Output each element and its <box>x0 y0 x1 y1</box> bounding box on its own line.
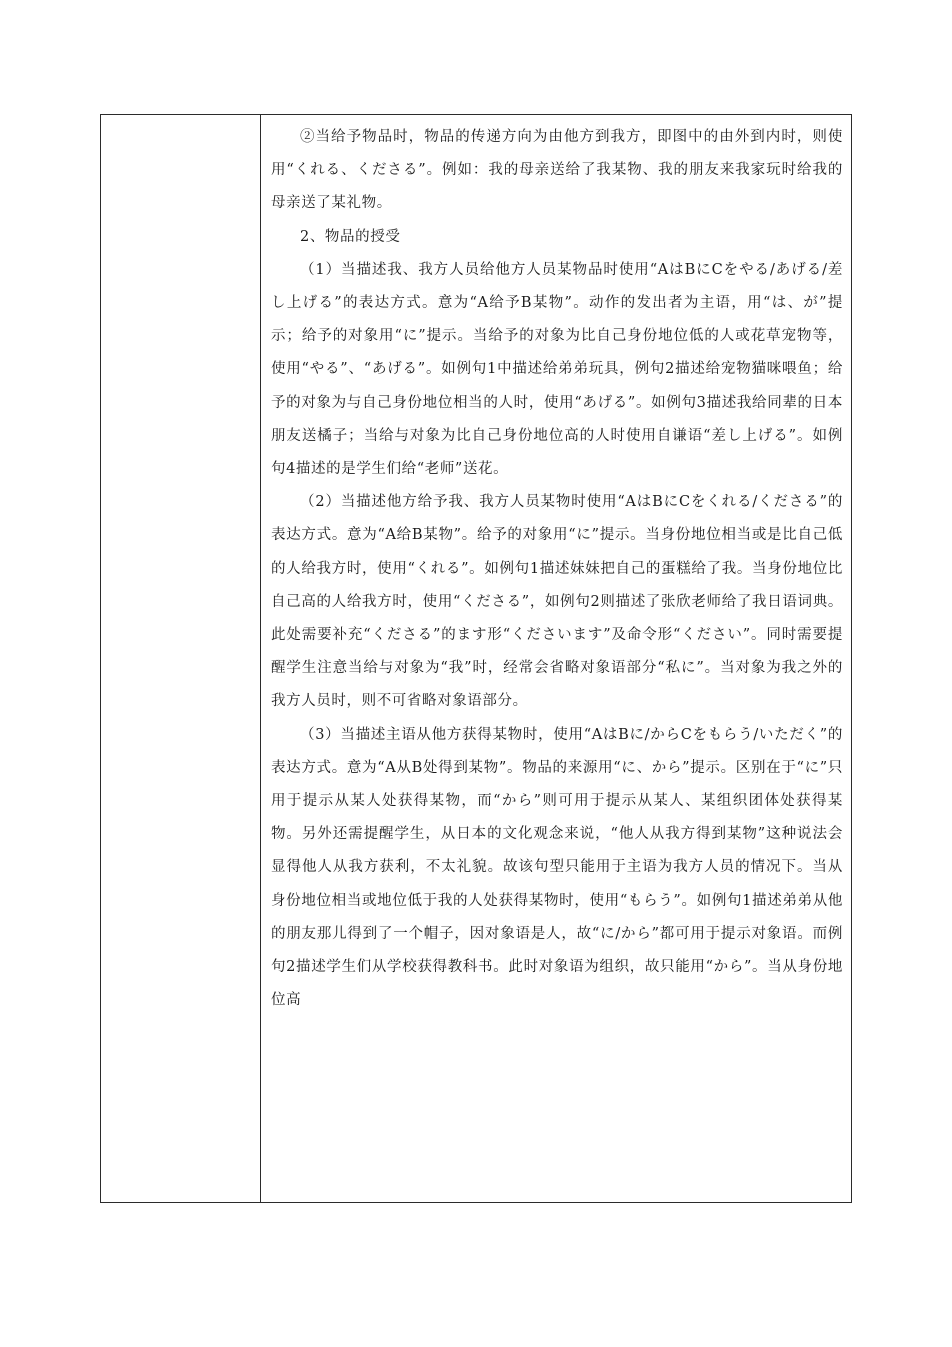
section-heading-item-giving: 2、物品的授受 <box>300 228 401 245</box>
lesson-table <box>100 114 852 1203</box>
paragraph-giving-direction: ②当给予物品时，物品的传递方向为由他方到我方，即图中的由外到内时，则使用“くれる、くださる”。例如：我的母亲送给了我某物、我的朋友来我家玩时给我的母亲送了某礼物。 <box>271 129 843 212</box>
paragraph-kureru-kudasaru: （2）当描述他方给予我、我方人员某物时使用“AはBにCをくれる/くださる”的表达方式。意为“A给B某物”。给予的对象用“に”提示。当身份地位相当或是比自己低的人给我方时，使用“くれる”。如例句1描述妹妹把自己的蛋糕给了我。当身份地位比自己高的人给我方时，使用“くださる”，如例句2则描述了张欣老师给了我日语词典。此处需要补充“くださる”的ます形“くださいます”及命令形“ください”。同时需要提醒学生注意当给与对象为“我”时，经常会省略对象语部分“私に”。当对象为我之外的我方人员时，则不可省略对象语部分。 <box>271 494 843 710</box>
paragraph-morau-itadaku: （3）当描述主语从他方获得某物时，使用“AはBに/からCをもらう/いただく”的表达方式。意为“A从B处得到某物”。物品的来源用“に、から”提示。区别在于“に”只用于提示从某人处获得某物，而“から”则可用于提示从某人、某组织团体处获得某物。另外还需提醒学生，从日本的文化观念来说，“他人从我方得到某物”这种说法会显得他人从我方获利，不太礼貌。故该句型只能用于主语为我方人员的情况下。当从身份地位相当或地位低于我的人处获得某物时，使用“もらう”。如例句1描述弟弟从他的朋友那儿得到了一个帽子，因对象语是人，故“に/から”都可用于提示对象语。而例句2描述学生们从学校获得教科书。此时对象语为组织，故只能用“から”。当从身份地位高 <box>271 726 843 1009</box>
table-left-cell <box>101 115 261 1202</box>
table-content-cell <box>261 115 851 1202</box>
paragraph-yaru-ageru: （1）当描述我、我方人员给他方人员某物品时使用“AはBにCをやる/あげる/差し上げる”的表达方式。意为“A给予B某物”。动作的发出者为主语，用“は、が”提示；给予的对象用“に”提示。当给予的对象为比自己身份地位低的人或花草宠物等，使用“やる”、“あげる”。如例句1中描述给弟弟玩具，例句2描述给宠物猫咪喂鱼；给予的对象为与自己身份地位相当的人时，使用“あげる”。如例句3描述我给同辈的日本朋友送橘子；当给与对象为比自己身份地位高的人时使用自谦语“差し上げる”。如例句4描述的是学生们给“老师”送花。 <box>271 261 843 478</box>
